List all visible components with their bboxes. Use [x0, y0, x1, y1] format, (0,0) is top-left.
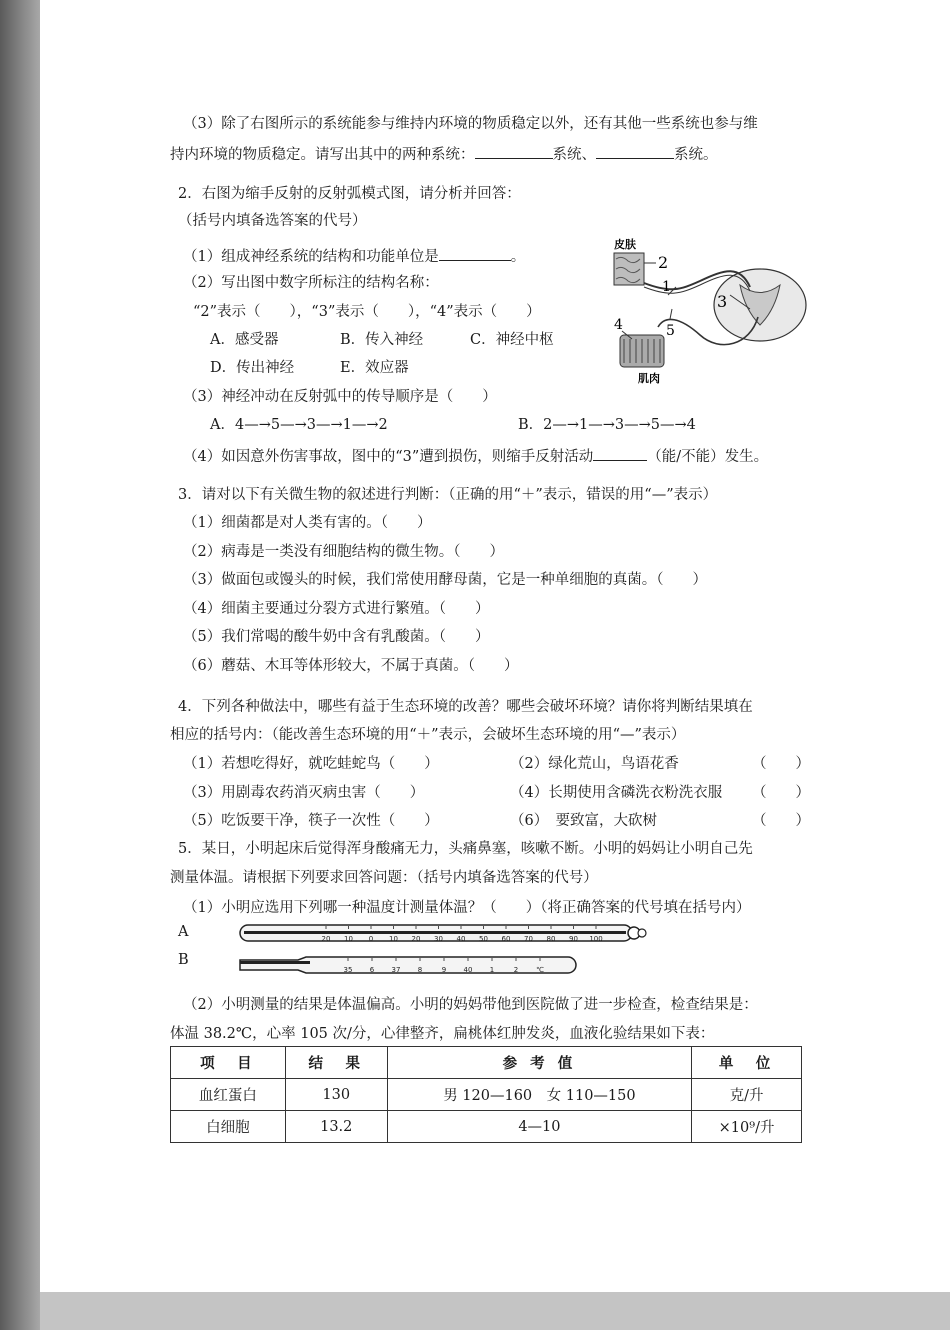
blank-can-cannot[interactable]	[593, 445, 647, 461]
thermo-label-a: A	[178, 924, 189, 940]
q2-opt-a: A．感受器	[210, 332, 279, 348]
label-muscle: 肌肉	[638, 372, 660, 385]
label-2: 2	[658, 253, 669, 272]
q2-title: 2．右图为缩手反射的反射弧模式图，请分析并回答：	[178, 186, 521, 202]
q3-item-6: （6）蘑菇、木耳等体形较大，不属于真菌。（ ）	[183, 658, 519, 674]
table-header: 项 目	[171, 1047, 286, 1079]
q5-line1: 5．某日，小明起床后觉得浑身酸痛无力，头痛鼻塞，咳嗽不断。小明的妈妈让小明自己先	[178, 841, 753, 857]
thermo-tick-label: 90	[569, 935, 578, 943]
blank-system-2[interactable]	[596, 143, 674, 159]
table-header: 单 位	[692, 1047, 802, 1079]
table-row	[171, 1111, 802, 1143]
table-cell: 130	[285, 1079, 387, 1111]
table-cell: 白细胞	[171, 1111, 286, 1143]
table-cell: 13.2	[285, 1111, 387, 1143]
table-cell: 血红蛋白	[171, 1079, 286, 1111]
thermo-label-b: B	[178, 952, 189, 968]
q3-item-2: （2）病毒是一类没有细胞结构的微生物。（ ）	[183, 544, 504, 560]
q2-opt-e: E．效应器	[340, 360, 409, 376]
thermo-tick-label: 20	[411, 935, 421, 943]
table-header-row	[171, 1047, 802, 1079]
thermo-tick-label: 50	[479, 935, 488, 943]
label-3: 3	[717, 292, 728, 311]
blood-test-table	[170, 1046, 802, 1143]
q4-line1: 4．下列各种做法中，哪些有益于生态环境的改善？哪些会破坏环境？请你将判断结果填在	[178, 699, 753, 715]
thermo-tick-label: 0	[368, 935, 374, 943]
q5-s2-line2: 体温 38.2℃，心率 105 次/分，心律整齐，扁桃体红肿发炎，血液化验结果如下表：	[170, 1026, 715, 1042]
thermo-tick-label: 35	[343, 966, 353, 974]
q2-opt-d: D．传出神经	[210, 360, 295, 376]
q4-row-2: （3）用剧毒农药消灭病虫害（ ） （4）长期使用含磷洗衣粉洗衣服 （ ）	[183, 785, 810, 801]
label-4: 4	[614, 317, 623, 333]
table-cell: 男 120—160 女 110—150	[387, 1079, 691, 1111]
q5-s1: （1）小明应选用下列哪一种温度计测量体温？（ ）（将正确答案的代号填在括号内）	[183, 900, 751, 916]
thermo-tick-label: 10	[344, 935, 353, 943]
thermo-tick-label: 10	[389, 935, 398, 943]
q2-s3-b: B．2—→1—→3—→5—→4	[518, 417, 696, 433]
label-5: 5	[666, 323, 675, 339]
thermo-tick-label: 37	[391, 966, 401, 974]
table-header: 参 考 值	[387, 1047, 691, 1079]
table-cell: 4—10	[387, 1111, 691, 1143]
thermo-tick-label: 20	[321, 935, 331, 943]
q3-item-5: （5）我们常喝的酸牛奶中含有乳酸菌。（ ）	[183, 629, 490, 645]
q5-line2: 测量体温。请根据下列要求回答问题：（括号内填备选答案的代号）	[170, 870, 598, 886]
table-cell: ×10⁹/升	[692, 1111, 802, 1143]
q2-s3-a: A．4—→5—→3—→1—→2	[210, 417, 388, 433]
thermo-tick-label: 2	[513, 966, 519, 974]
thermo-tick-label: 6	[369, 966, 375, 974]
label-skin: 皮肤	[614, 238, 636, 251]
q5-s2-line1: （2）小明测量的结果是体温偏高。小明的妈妈带他到医院做了进一步检查，检查结果是：	[183, 997, 758, 1013]
left-margin-bar	[0, 0, 40, 1330]
q2-s1: （1）组成神经系统的结构和功能单位是 。	[183, 245, 525, 267]
thermo-tick-label: 9	[441, 966, 447, 974]
q2-opt-b: B．传入神经	[340, 332, 424, 348]
q2-s4: （4）如因意外伤害事故，图中的“3”遭到损伤，则缩手反射活动 （能/不能）发生。	[183, 445, 768, 467]
thermo-tick-label: 40	[456, 935, 466, 943]
thermometer-b	[238, 952, 580, 980]
q3-item-4: （4）细菌主要通过分裂方式进行繁殖。（ ）	[183, 601, 490, 617]
thermo-tick-label: 80	[546, 935, 556, 943]
thermo-tick-label: 1	[489, 966, 495, 974]
q1-3-line2: 持内环境的物质稳定。请写出其中的两种系统： 系统、 系统。	[170, 143, 718, 165]
thermo-tick-label: 70	[524, 935, 533, 943]
q4-line2: 相应的括号内：（能改善生态环境的用“＋”表示，会破坏生态环境的用“—”表示）	[170, 727, 686, 743]
reflex-arc-diagram	[600, 235, 820, 385]
q2-note: （括号内填备选答案的代号）	[178, 213, 367, 229]
blank-neuron[interactable]	[439, 245, 511, 261]
q3-item-3: （3）做面包或馒头的时候，我们常使用酵母菌，它是一种单细胞的真菌。（ ）	[183, 572, 707, 588]
thermo-tick-label: ℃	[536, 966, 544, 974]
label-1: 1	[662, 279, 671, 295]
blank-system-1[interactable]	[475, 143, 553, 159]
q3-item-1: （1）细菌都是对人类有害的。（ ）	[183, 515, 432, 531]
q3-title: 3．请对以下有关微生物的叙述进行判断：（正确的用“＋”表示，错误的用“—”表示）	[178, 487, 718, 503]
q2-opt-c: C．神经中枢	[470, 332, 554, 348]
thermometer-a	[238, 921, 650, 949]
thermo-tick-label: 40	[463, 966, 473, 974]
reflex-arc-svg	[600, 235, 820, 385]
q2-s2-line: “2”表示（ ），“3”表示（ ），“4”表示（ ）	[193, 304, 541, 320]
table-cell: 克/升	[692, 1079, 802, 1111]
table-header: 结 果	[285, 1047, 387, 1079]
q2-s2: （2）写出图中数字所标注的结构名称：	[183, 275, 439, 291]
thermo-tick-label: 8	[417, 966, 423, 974]
thermo-tick-label: 100	[589, 935, 603, 943]
q1-3-line1: （3）除了右图所示的系统能参与维持内环境的物质稳定以外，还有其他一些系统也参与维	[183, 116, 758, 132]
q4-row-3: （5）吃饭要干净，筷子一次性（ ） （6） 要致富，大砍树 （ ）	[183, 813, 810, 829]
thermo-tick-label: 30	[434, 935, 443, 943]
q2-s3: （3）神经冲动在反射弧中的传导顺序是（ ）	[183, 389, 497, 405]
q4-row-1: （1）若想吃得好，就吃蛙蛇鸟（ ） （2）绿化荒山，鸟语花香 （ ）	[183, 756, 810, 772]
table-row	[171, 1079, 802, 1111]
thermo-tick-label: 60	[501, 935, 511, 943]
bottom-margin-bar	[40, 1292, 950, 1330]
